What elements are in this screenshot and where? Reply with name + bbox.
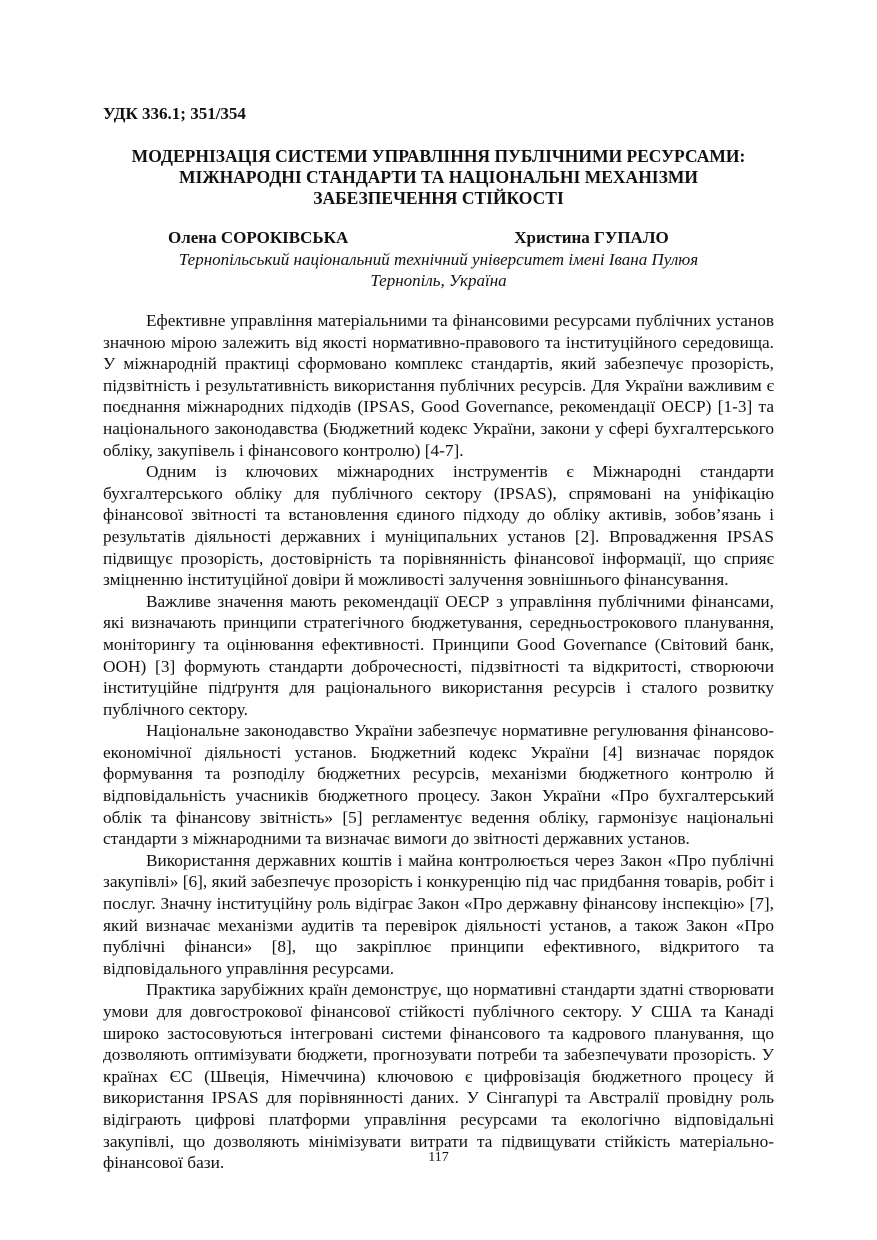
article-title — [103, 146, 774, 209]
paragraph: Практика зарубіжних країн демонструє, що нормативні стандарти здатні створювати умови для довгострокової фінансової стійкості публічного сектору. У США та Канаді широко застосовуються інтегровані системи фінансового та кадрового планування, що дозволяють оптимізувати бюджети, прогнозувати потреби та забезпечувати прозорість. У країнах ЄС (Швеція, Німеччина) ключовою є цифровізація бюджетного процесу й використання IPSAS для порівнянності даних. У Сінгапурі та Австралії провідну роль відіграють цифрові платформи управління ресурсами та екологічно відповідальні закупівлі, що дозволяють мінімізувати витрати та підвищувати стійкість матеріально-фінансової бази. — [103, 980, 774, 1173]
document-page — [103, 103, 774, 1174]
paragraph: Одним із ключових міжнародних інструментів є Міжнародні стандарти бухгалтерського обліку для публічного сектору (IPSAS), спрямовані на уніфікацію фінансової звітності та встановлення єдиного підходу до обліку активів, зобов’язань і результатів діяльності державних і муніципальних установ [2]. Впровадження IPSAS підвищує прозорість, достовірність та порівнянність фінансової інформації, що сприяє зміцненню інституційної довіри й можливості залучення зовнішнього фінансування. — [103, 462, 774, 590]
author-name: Христина ГУПАЛО — [514, 228, 669, 247]
authors — [103, 227, 774, 249]
location: Тернопіль, Україна — [370, 271, 507, 290]
title-line: МОДЕРНІЗАЦІЯ СИСТЕМИ УПРАВЛІННЯ ПУБЛІЧНИМИ РЕСУРСАМИ: — [131, 146, 746, 166]
author-name: Олена СОРОКІВСЬКА — [168, 228, 349, 247]
title-line: МІЖНАРОДНІ СТАНДАРТИ ТА НАЦІОНАЛЬНІ МЕХАНІЗМИ — [179, 167, 698, 187]
article-body — [103, 310, 774, 1174]
paragraph: Використання державних коштів і майна контролюється через Закон «Про публічні закупівлі» [6], який забезпечує прозорість і конкуренцію під час придбання товарів, робіт і послуг. Значну інституційну роль відіграє Закон «Про державну фінансову інспекцію» [7], який визначає механізми аудитів та перевірок діяльності установ, а також Закон «Про публічні фінанси» [8], що закріплює принципи ефективного, відкритого та відповідального управління ресурсами. — [103, 850, 774, 978]
udk-code: УДК 336.1; 351/354 — [103, 104, 246, 123]
paragraph: Важливе значення мають рекомендації ОЕСР з управління публічними фінансами, які визначають принципи стратегічного бюджетування, середньострокового планування, моніторингу та оцінювання ефективності. Принципи Good Governance (Світовий банк, ООН) [3] формують стандарти доброчесності, підзвітності та відкритості, створюючи інституційне підґрунтя для раціонального використання ресурсів і сталого розвитку публічного сектору. — [103, 591, 774, 719]
paragraph: Ефективне управління матеріальними та фінансовими ресурсами публічних установ значною мірою залежить від якості нормативно-правового та інституційного середовища. У міжнародній практиці сформовано комплекс стандартів, який забезпечує прозорість, підзвітність і результативність використання публічних ресурсів. Для України важливим є поєднання міжнародних підходів (IPSAS, Good Governance, рекомендації ОЕСР) [1-3] та національного законодавства (Бюджетний кодекс України, закони у сфері бухгалтерського обліку, закупівель і фінансового контролю) [4-7]. — [103, 311, 774, 460]
title-line: ЗАБЕЗПЕЧЕННЯ СТІЙКОСТІ — [313, 188, 564, 208]
paragraph: Національне законодавство України забезпечує нормативне регулювання фінансово-економічної діяльності установ. Бюджетний кодекс України [4] визначає порядок формування та розподілу бюджетних ресурсів, механізми бюджетного контролю й відповідальність учасників бюджетного процесу. Закон України «Про бухгалтерський облік та фінансову звітність» [5] регламентує ведення обліку, гармонізує національні стандарти з міжнародними та визначає вимоги до звітності державних установ. — [103, 721, 774, 849]
page-number: 117 — [428, 1150, 449, 1165]
affiliation: Тернопільський національний технічний університет імені Івана Пулюя — [178, 250, 699, 269]
